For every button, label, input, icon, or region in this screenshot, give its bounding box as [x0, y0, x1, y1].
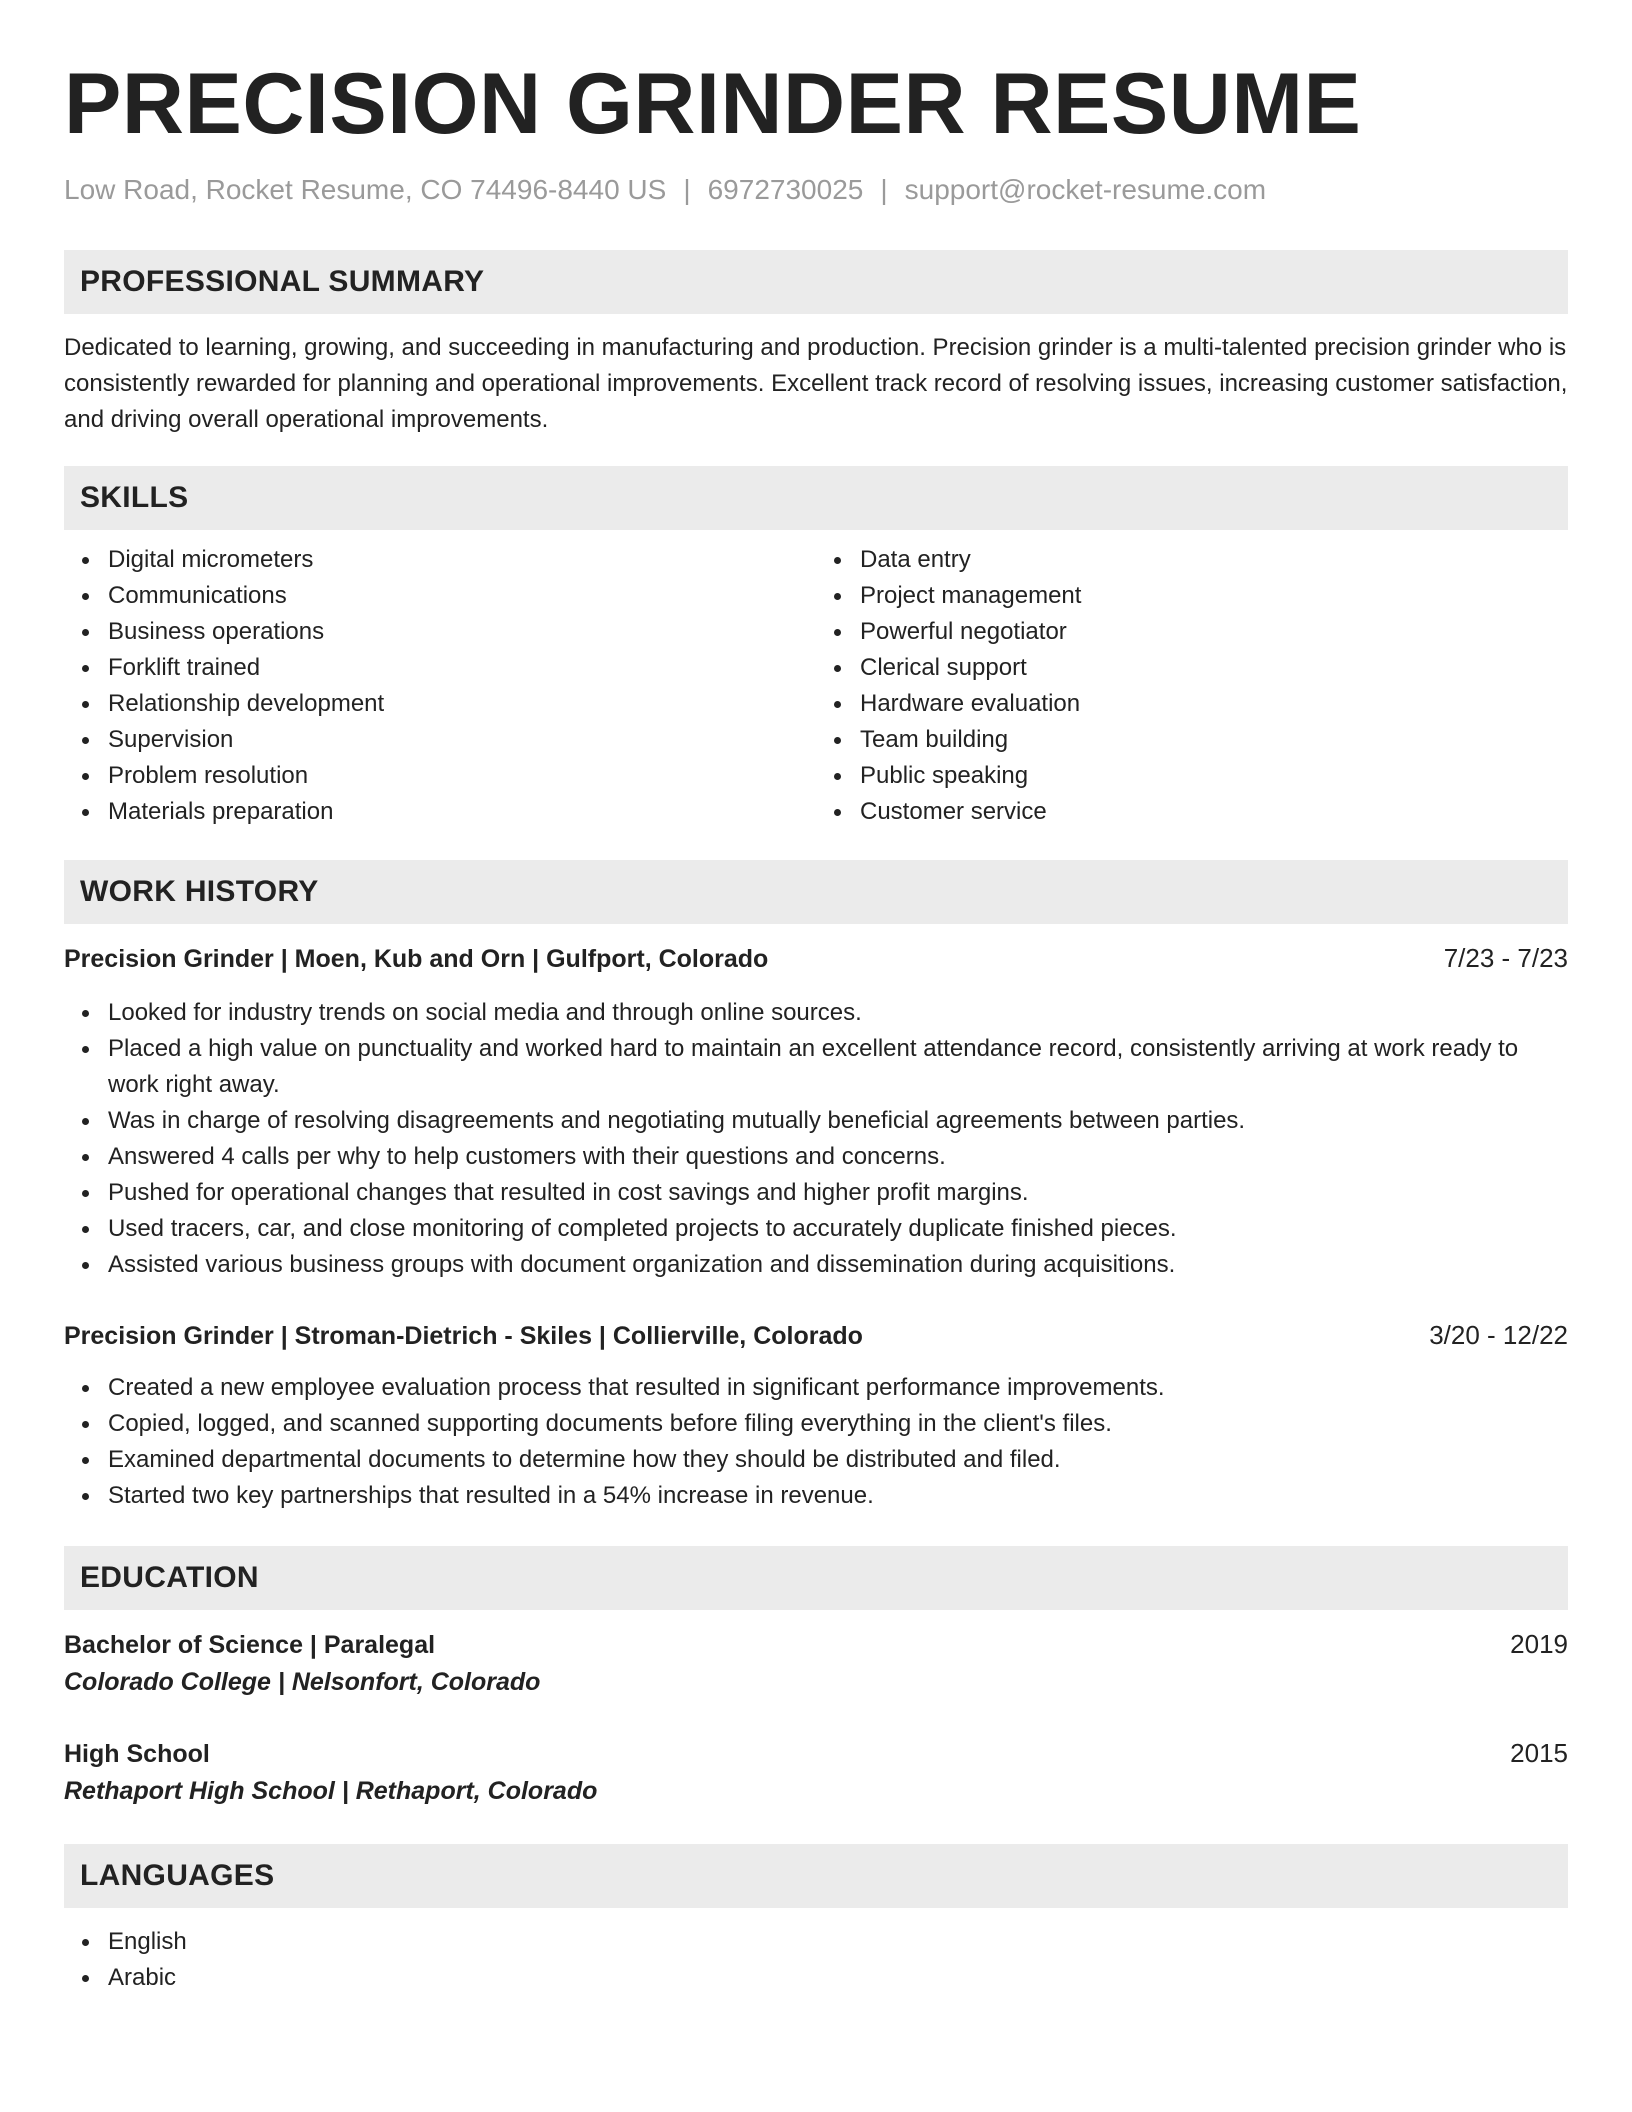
skill-item: Customer service [860, 794, 1568, 830]
education-heading: EDUCATION [64, 1546, 1568, 1610]
skill-item: Business operations [108, 614, 816, 650]
contact-email: support@rocket-resume.com [904, 174, 1267, 205]
education-year: 2015 [1510, 1738, 1568, 1768]
education-degree: High School [64, 1740, 210, 1768]
skill-item: Hardware evaluation [860, 686, 1568, 722]
skill-item: Relationship development [108, 686, 816, 722]
job-bullets [64, 995, 1568, 1283]
job-bullet: Was in charge of resolving disagreements and negotiating mutually beneficial agreements between parties. [108, 1103, 1568, 1139]
skill-item: Materials preparation [108, 794, 816, 830]
education-header [64, 1735, 1568, 1772]
job-bullet: Copied, logged, and scanned supporting documents before filing everything in the client's files. [108, 1406, 1568, 1442]
language-item: Arabic [108, 1960, 1568, 1996]
skill-item: Digital micrometers [108, 542, 816, 578]
skill-item: Problem resolution [108, 758, 816, 794]
skills-list-left [64, 542, 816, 830]
job-bullet: Placed a high value on punctuality and worked hard to maintain an excellent attendance record, consistently arriving at work ready to work right away. [108, 1031, 1568, 1103]
education-degree: Bachelor of Science | Paralegal [64, 1631, 436, 1659]
work-history-heading: WORK HISTORY [64, 860, 1568, 924]
job-header [64, 940, 1568, 977]
job-bullet: Started two key partnerships that resulted in a 54% increase in revenue. [108, 1478, 1568, 1514]
resume-title: PRECISION GRINDER RESUME [64, 56, 1362, 152]
contact-line [64, 172, 1568, 208]
skill-item: Powerful negotiator [860, 614, 1568, 650]
summary-heading: PROFESSIONAL SUMMARY [64, 250, 1568, 314]
job-title: Precision Grinder | Moen, Kub and Orn | Gulfport, Colorado [64, 945, 769, 973]
job-dates: 7/23 - 7/23 [1443, 943, 1568, 973]
languages-list [64, 1924, 1568, 1996]
skills-heading: SKILLS [64, 466, 1568, 530]
job-dates: 3/20 - 12/22 [1429, 1320, 1568, 1350]
job-bullet: Answered 4 calls per why to help customers with their questions and concerns. [108, 1139, 1568, 1175]
education-entry [64, 1735, 1568, 1810]
contact-separator: | [880, 174, 888, 205]
job-header [64, 1317, 1568, 1354]
skill-item: Public speaking [860, 758, 1568, 794]
education-school: Rethaport High School | Rethaport, Colorado [64, 1777, 598, 1805]
contact-phone: 6972730025 [707, 174, 864, 205]
skills-list-right [816, 542, 1568, 830]
job-entry [64, 940, 1568, 1283]
skill-item: Team building [860, 722, 1568, 758]
education-school: Colorado College | Nelsonfort, Colorado [64, 1668, 541, 1696]
languages-heading: LANGUAGES [64, 1844, 1568, 1908]
education-entry [64, 1626, 1568, 1701]
job-bullet: Created a new employee evaluation process that resulted in significant performance improvements. [108, 1370, 1568, 1406]
contact-separator: | [683, 174, 691, 205]
skill-item: Supervision [108, 722, 816, 758]
skill-item: Data entry [860, 542, 1568, 578]
skill-item: Clerical support [860, 650, 1568, 686]
skill-item: Forklift trained [108, 650, 816, 686]
skill-item: Communications [108, 578, 816, 614]
job-entry [64, 1317, 1568, 1514]
job-bullet: Assisted various business groups with document organization and dissemination during acquisitions. [108, 1247, 1568, 1283]
job-bullet: Used tracers, car, and close monitoring of completed projects to accurately duplicate finished pieces. [108, 1211, 1568, 1247]
education-year: 2019 [1510, 1629, 1568, 1659]
job-bullets [64, 1370, 1568, 1514]
job-bullet: Examined departmental documents to determine how they should be distributed and filed. [108, 1442, 1568, 1478]
skill-item: Project management [860, 578, 1568, 614]
language-item: English [108, 1924, 1568, 1960]
contact-address: Low Road, Rocket Resume, CO 74496-8440 US [64, 174, 667, 205]
job-bullet: Pushed for operational changes that resulted in cost savings and higher profit margins. [108, 1175, 1568, 1211]
job-title: Precision Grinder | Stroman-Dietrich - Skiles | Collierville, Colorado [64, 1322, 863, 1350]
summary-text: Dedicated to learning, growing, and succeeding in manufacturing and production. Precision grinder is a multi-talented precision grinder who is consistently rewarded for planning and operational improvements. Excellent track record of resolving issues, increasing customer satisfaction, and driving overall operational improvements. [64, 334, 1568, 433]
skills-columns [64, 542, 1568, 830]
job-bullet: Looked for industry trends on social media and through online sources. [108, 995, 1568, 1031]
education-header [64, 1626, 1568, 1663]
